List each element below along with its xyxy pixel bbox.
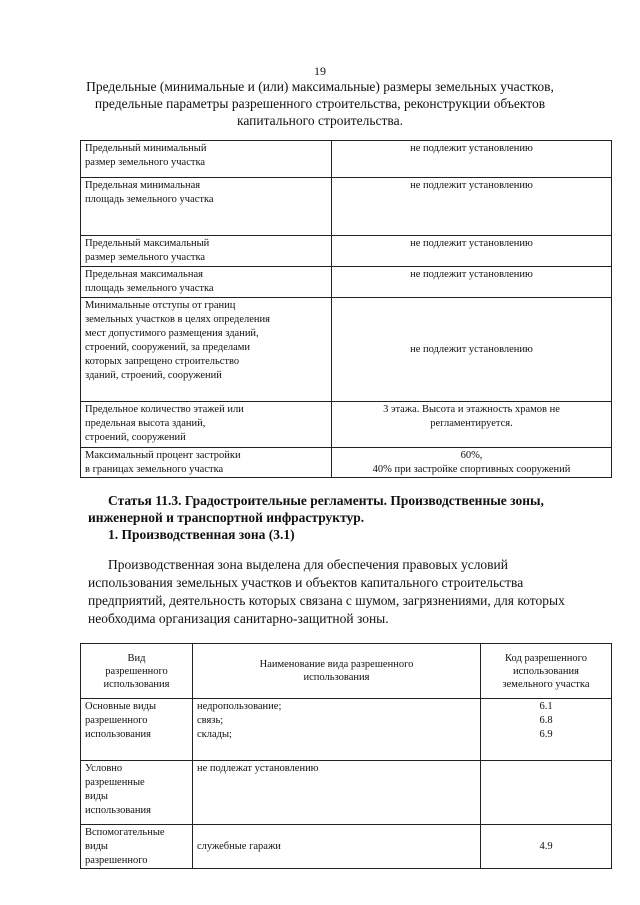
param-value: не подлежит установлению bbox=[332, 267, 612, 298]
header-kind: Вид разрешенного использования bbox=[81, 644, 193, 699]
subsection-title: 1. Производственная зона (3.1) bbox=[108, 527, 295, 542]
use-kind: Основные виды разрешенного использования bbox=[81, 699, 193, 761]
permitted-uses-table bbox=[80, 643, 612, 869]
page-number: 19 bbox=[314, 64, 326, 78]
parameters-table bbox=[80, 140, 612, 478]
param-label: Предельная максимальная площадь земельного участка bbox=[81, 267, 332, 298]
use-names: не подлежат установлению bbox=[193, 761, 481, 825]
header-code: Код разрешенного использования земельного участка bbox=[481, 644, 612, 699]
use-codes: 6.1 6.8 6.9 bbox=[481, 699, 612, 761]
zone-description: Производственная зона выделена для обеспечения правовых условий использования земельных участков и объектов капитального строительства предприятий, деятельность которых связана с шумом, загрязнениями, для которых необходима организация санитарно-защитной зоны. bbox=[88, 557, 565, 626]
param-value: не подлежит установлению bbox=[332, 236, 612, 267]
use-codes: 4.9 bbox=[481, 825, 612, 869]
param-label: Предельный максимальный размер земельного участка bbox=[81, 236, 332, 267]
header-name: Наименование вида разрешенного использования bbox=[193, 644, 481, 699]
heading-line: капитального строительства. bbox=[236, 113, 403, 128]
article-title-cont: инженерной и транспортной инфраструктур. bbox=[88, 510, 365, 525]
use-codes bbox=[481, 761, 612, 825]
param-label: Минимальные отступы от границ земельных участков в целях определения мест допустимого размещения зданий, строений, сооружений, за пределами которых запрещено строительство зданий, строений, сооружений bbox=[81, 298, 332, 402]
table-row bbox=[81, 699, 612, 761]
heading-line: Предельные (минимальные и (или) максимальные) размеры земельных участков, bbox=[86, 79, 554, 94]
article-title: Статья 11.3. Градостроительные регламенты. Производственные зоны, bbox=[108, 493, 544, 508]
param-label: Предельная минимальная площадь земельного участка bbox=[81, 178, 332, 236]
param-value: не подлежит установлению bbox=[332, 298, 612, 402]
use-names: недропользование; связь; склады; bbox=[193, 699, 481, 761]
heading-line: предельные параметры разрешенного строительства, реконструкции объектов bbox=[94, 96, 546, 111]
table-row bbox=[81, 825, 612, 869]
param-label: Предельный минимальный размер земельного участка bbox=[81, 141, 332, 178]
use-kind: Условно разрешенные виды использования bbox=[81, 761, 193, 825]
param-value: 3 этажа. Высота и этажность храмов не регламентируется. bbox=[332, 402, 612, 448]
param-value: не подлежит установлению bbox=[332, 141, 612, 178]
param-value: не подлежит установлению bbox=[332, 178, 612, 236]
param-label: Максимальный процент застройки в границах земельного участка bbox=[81, 448, 332, 478]
use-kind: Вспомогательные виды разрешенного bbox=[81, 825, 193, 869]
use-names: служебные гаражи bbox=[193, 825, 481, 869]
section-heading bbox=[82, 78, 558, 129]
table-row bbox=[81, 761, 612, 825]
param-label: Предельное количество этажей или предельная высота зданий, строений, сооружений bbox=[81, 402, 332, 448]
param-value: 60%, 40% при застройке спортивных сооружений bbox=[332, 448, 612, 478]
